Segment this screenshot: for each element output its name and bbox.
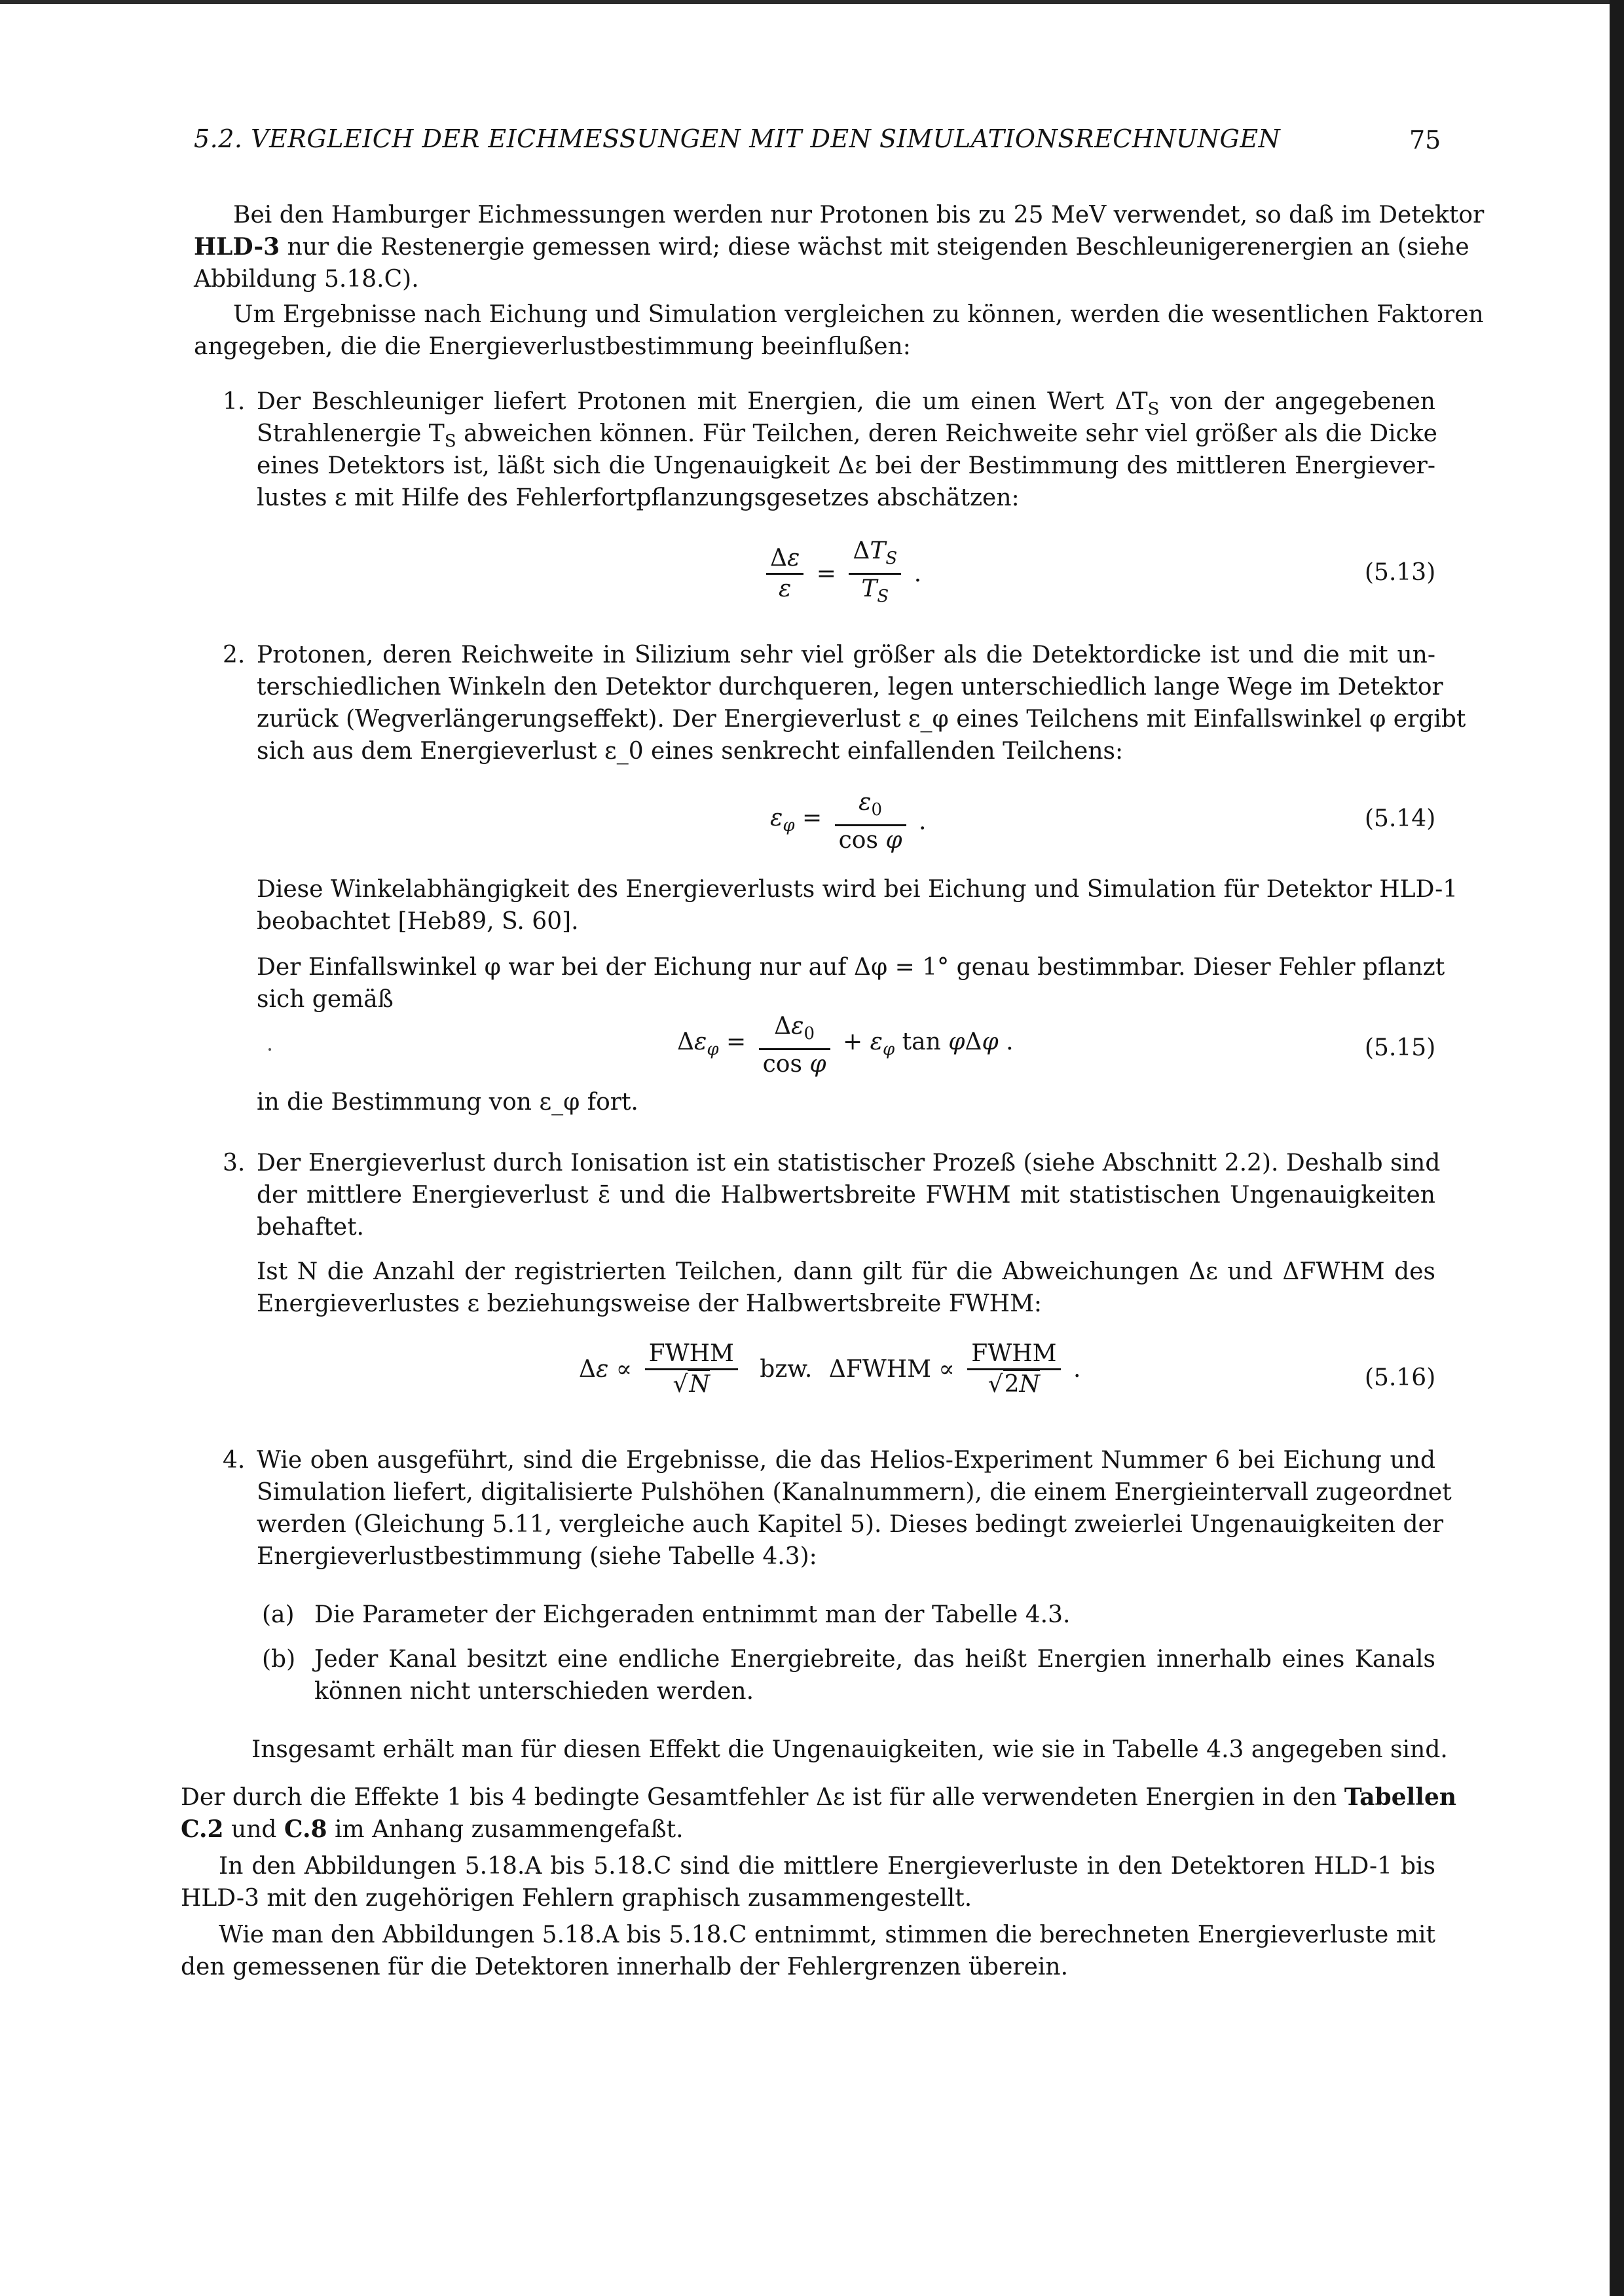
item2-p3-line2: sich gemäß xyxy=(257,986,394,1013)
item2-line4: sich aus dem Energieverlust ε_0 eines senkrecht einfallenden Teilchens: xyxy=(257,738,1124,765)
intro-p2-line2: angegeben, die die Energieverlustbestimmung beeinflußen: xyxy=(194,333,911,360)
item4b-line2: können nicht unterschieden werden. xyxy=(314,1678,754,1705)
item2-p3-line1: Der Einfallswinkel φ war bei der Eichung nur auf Δφ = 1° genau bestimmbar. Dieser Fehler pflanzt xyxy=(257,954,1445,981)
fraction: $\frac{\text{FWHM}}{√N}$ xyxy=(645,1339,738,1399)
equation-number-5-14: (5.14) xyxy=(1365,805,1436,832)
closing-bold-tables: Tabellen xyxy=(1344,1783,1457,1811)
item1-line1-end: von der angegebenen xyxy=(1159,388,1435,415)
item1-marker: 1. xyxy=(223,388,246,415)
item2-p2-line2: beobachtet [Heb89, S. 60]. xyxy=(257,908,579,935)
intro-p1-line2-text: nur die Restenergie gemessen wird; diese wächst mit steigenden Beschleunigerenergien an (siehe xyxy=(287,234,1469,261)
item3-marker: 3. xyxy=(223,1150,246,1176)
eq-connector: bzw. xyxy=(760,1356,813,1383)
closing-bold-c8: C.8 xyxy=(284,1815,327,1843)
fraction: $\frac{\Delta\varepsilon}{\varepsilon}$ xyxy=(766,544,803,604)
item1-line2-sub: S xyxy=(444,431,456,451)
intro-p1-line2 xyxy=(194,231,1469,263)
item4-line1: Wie oben ausgeführt, sind die Ergebnisse, die das Helios-Experiment Nummer 6 bei Eichung und xyxy=(257,1447,1435,1474)
scan-speck xyxy=(268,1048,271,1051)
intro-p1-line3: Abbildung 5.18.C). xyxy=(194,266,419,293)
fraction: $\frac{\Delta\varepsilon_0}{\text{cos φ}}$ xyxy=(759,1012,830,1079)
closing-bold-c2: C.2 xyxy=(181,1815,224,1843)
fraction: $\frac{\varepsilon_0}{\text{cos φ}}$ xyxy=(835,788,906,855)
equation-number-5-16: (5.16) xyxy=(1365,1364,1436,1391)
equation-5-15: $\Delta\varepsilon_\varphi$ = $\frac{\Delta\varepsilon_0}{\text{cos φ}}$ + $\varepsilon_\varphi$ tan φΔφ . xyxy=(677,1013,1014,1078)
item2-p4: in die Bestimmung von ε_φ fort. xyxy=(257,1089,638,1116)
item4b-marker: (b) xyxy=(262,1646,296,1673)
closing-p1-end: im Anhang zusammengefaßt. xyxy=(327,1816,684,1843)
page-number: 75 xyxy=(1409,126,1441,155)
item4-line3: werden (Gleichung 5.11, vergleiche auch Kapitel 5). Dieses bedingt zweierlei Ungenauigkeiten der xyxy=(257,1511,1444,1538)
scan-right-edge xyxy=(1610,0,1624,2296)
closing-p3-line2: den gemessenen für die Detektoren innerhalb der Fehlergrenzen überein. xyxy=(181,1954,1069,1980)
item1-line4: lustes ε mit Hilfe des Fehlerfortpflanzungsgesetzes abschätzen: xyxy=(257,484,1020,511)
closing-p2-line2: HLD-3 mit den zugehörigen Fehlern graphisch zusammengestellt. xyxy=(181,1885,972,1912)
item3-p2-line2: Energieverlustes ε beziehungsweise der Halbwertsbreite FWHM: xyxy=(257,1290,1043,1317)
item4-summary: Insgesamt erhält man für diesen Effekt die Ungenauigkeiten, wie sie in Tabelle 4.3 angegeben sind. xyxy=(251,1736,1448,1763)
intro-p2-line1: Um Ergebnisse nach Eichung und Simulation vergleichen zu können, werden die wesentlichen Faktoren xyxy=(233,301,1484,328)
equation-number-5-13: (5.13) xyxy=(1365,559,1436,586)
equation-5-13: $\frac{\Delta\varepsilon}{\varepsilon}$ = $\frac{\Delta T_S}{T_S}$ . xyxy=(761,537,921,611)
equation-5-14: $\varepsilon_\varphi$ = $\frac{\varepsilon_0}{\text{cos φ}}$ . xyxy=(770,789,927,854)
item4a-text: Die Parameter der Eichgeraden entnimmt man der Tabelle 4.3. xyxy=(314,1601,1071,1628)
closing-and: und xyxy=(223,1816,284,1843)
item2-line2: terschiedlichen Winkeln den Detektor durchqueren, legen unterschiedlich lange Wege im Detektor xyxy=(257,674,1443,701)
equation-5-16: Δε ∝ $\frac{\text{FWHM}}{√N}$ bzw. ΔFWHM ∝ $\frac{\text{FWHM}}{√2N}$ . xyxy=(579,1340,1081,1398)
item1-line2-b: abweichen können. Für Teilchen, deren Reichweite sehr viel größer als die Dicke xyxy=(456,420,1437,447)
detector-name: HLD-3 xyxy=(194,233,280,261)
intro-p1-line1: Bei den Hamburger Eichmessungen werden nur Protonen bis zu 25 MeV verwendet, so daß im Detektor xyxy=(233,202,1485,228)
equation-number-5-15: (5.15) xyxy=(1365,1034,1436,1061)
item1-line3: eines Detektors ist, läßt sich die Ungenauigkeit Δε bei der Bestimmung des mittleren Energiever- xyxy=(257,452,1435,479)
item3-line2: der mittlere Energieverlust ε̄ und die Halbwertsbreite FWHM mit statistischen Ungenauigkeiten xyxy=(257,1182,1435,1209)
item3-line3: behaftet. xyxy=(257,1214,365,1241)
fraction: $\frac{\text{FWHM}}{√2N}$ xyxy=(967,1339,1060,1399)
item1-line1-sub: S xyxy=(1147,399,1160,419)
item4b-line1: Jeder Kanal besitzt eine endliche Energiebreite, das heißt Energien innerhalb eines Kanals xyxy=(314,1646,1435,1673)
item3-p2-line1: Ist N die Anzahl der registrierten Teilchen, dann gilt für die Abweichungen Δε und ΔFWHM des xyxy=(257,1258,1435,1285)
item3-line1: Der Energieverlust durch Ionisation ist ein statistischer Prozeß (siehe Abschnitt 2.2). Deshalb sind xyxy=(257,1150,1441,1176)
item1-line1-text: Der Beschleuniger liefert Protonen mit Energien, die um einen Wert ΔT xyxy=(257,388,1148,415)
item4-line2: Simulation liefert, digitalisierte Pulshöhen (Kanalnummern), die einem Energieintervall zugeordnet xyxy=(257,1479,1452,1506)
item2-p2-line1: Diese Winkelabhängigkeit des Energieverlusts wird bei Eichung und Simulation für Detektor HLD-1 xyxy=(257,876,1458,903)
item2-line1: Protonen, deren Reichweite in Silizium sehr viel größer als die Detektordicke ist und die mit un- xyxy=(257,642,1435,668)
item1-line2-a: Strahlenergie T xyxy=(257,420,445,447)
closing-p2-line1: In den Abbildungen 5.18.A bis 5.18.C sind die mittlere Energieverluste in den Detektoren HLD-1 bis xyxy=(219,1853,1435,1880)
item4a-marker: (a) xyxy=(262,1601,295,1628)
closing-p1-line2 xyxy=(181,1813,684,1846)
closing-p1-text: Der durch die Effekte 1 bis 4 bedingte Gesamtfehler Δε ist für alle verwendeten Energien in den xyxy=(181,1784,1337,1811)
fraction: $\frac{\Delta T_S}{T_S}$ xyxy=(849,537,901,611)
closing-p3-line1: Wie man den Abbildungen 5.18.A bis 5.18.C entnimmt, stimmen die berechneten Energieverluste mit xyxy=(219,1922,1435,1948)
item4-marker: 4. xyxy=(223,1447,246,1474)
item2-marker: 2. xyxy=(223,642,246,668)
closing-p1-line1 xyxy=(181,1781,1457,1813)
running-title: 5.2. VERGLEICH DER EICHMESSUNGEN MIT DEN SIMULATIONSRECHNUNGEN xyxy=(194,124,1281,153)
item2-line3: zurück (Wegverlängerungseffekt). Der Energieverlust ε_φ eines Teilchens mit Einfallswinkel φ ergibt xyxy=(257,706,1466,733)
item4-line4: Energieverlustbestimmung (siehe Tabelle 4.3): xyxy=(257,1543,817,1570)
